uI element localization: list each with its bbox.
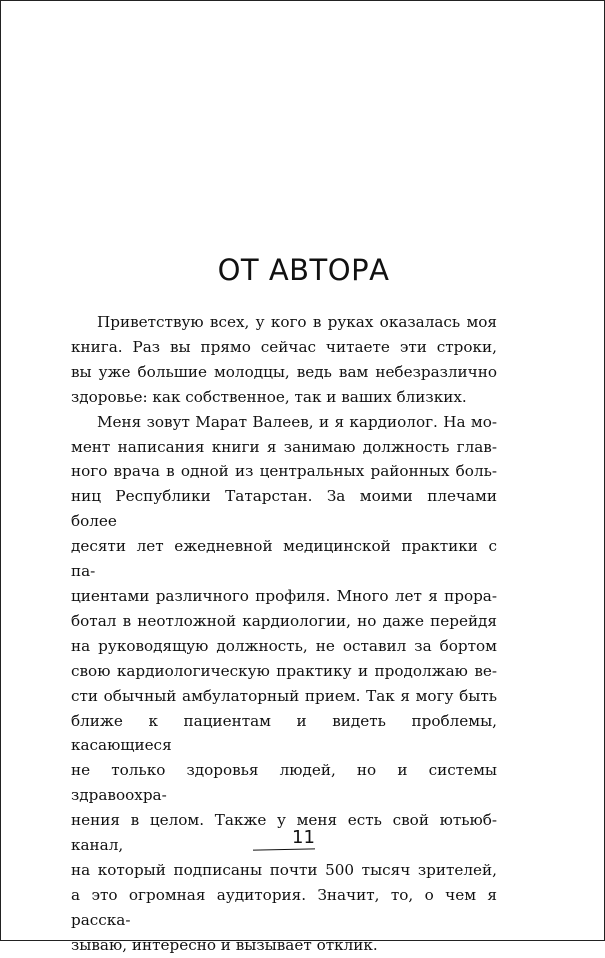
paragraph-1 [71, 310, 497, 410]
text-line: ботал в неотложной кардиологии, но даже перейдя [71, 611, 497, 630]
text-line: ближе к пациентам и видеть проблемы, касающиеся [71, 711, 497, 755]
text-line: свою кардиологическую практику и продолжаю ве- [71, 661, 497, 680]
text-line: нения в целом. Также у меня есть свой ютьюб-канал, [71, 811, 497, 855]
text-line: циентами различного профиля. Много лет я прора- [71, 586, 497, 605]
text-line: зываю, интересно и вызывает отклик. [71, 935, 378, 954]
page-number: 11 [292, 827, 315, 848]
text-line: здоровье: как собственное, так и ваших близких. [71, 387, 467, 406]
text-line: на руководящую должность, не оставил за бортом [71, 636, 497, 655]
text-line: Приветствую всех, у кого в руках оказалась моя [97, 313, 497, 331]
text-line: мент написания книги я занимаю должность глав- [71, 437, 497, 456]
text-line: книга. Раз вы прямо сейчас читаете эти строки, [71, 337, 497, 356]
text-line: сти обычный амбулаторный прием. Так я могу быть [71, 686, 497, 705]
text-line: ного врача в одной из центральных районных боль- [71, 462, 497, 481]
text-line: Меня зовут Марат Валеев, и я кардиолог. На мо- [97, 412, 497, 431]
text-line: а это огромная аудитория. Значит, то, о чем я расска- [71, 885, 497, 929]
chapter-heading: ОТ АВТОРА [217, 253, 390, 287]
text-line: на который подписаны почти 500 тысяч зрителей, [71, 860, 497, 879]
body-text [71, 310, 497, 958]
paragraph-2 [71, 410, 497, 958]
text-line: не только здоровья людей, но и системы здравоохра- [71, 761, 497, 805]
text-line: десяти лет ежедневной медицинской практики с па- [71, 537, 497, 581]
text-line: вы уже большие молодцы, ведь вам небезразлично [71, 362, 497, 381]
text-line: ниц Республики Татарстан. За моими плечами более [71, 487, 497, 531]
